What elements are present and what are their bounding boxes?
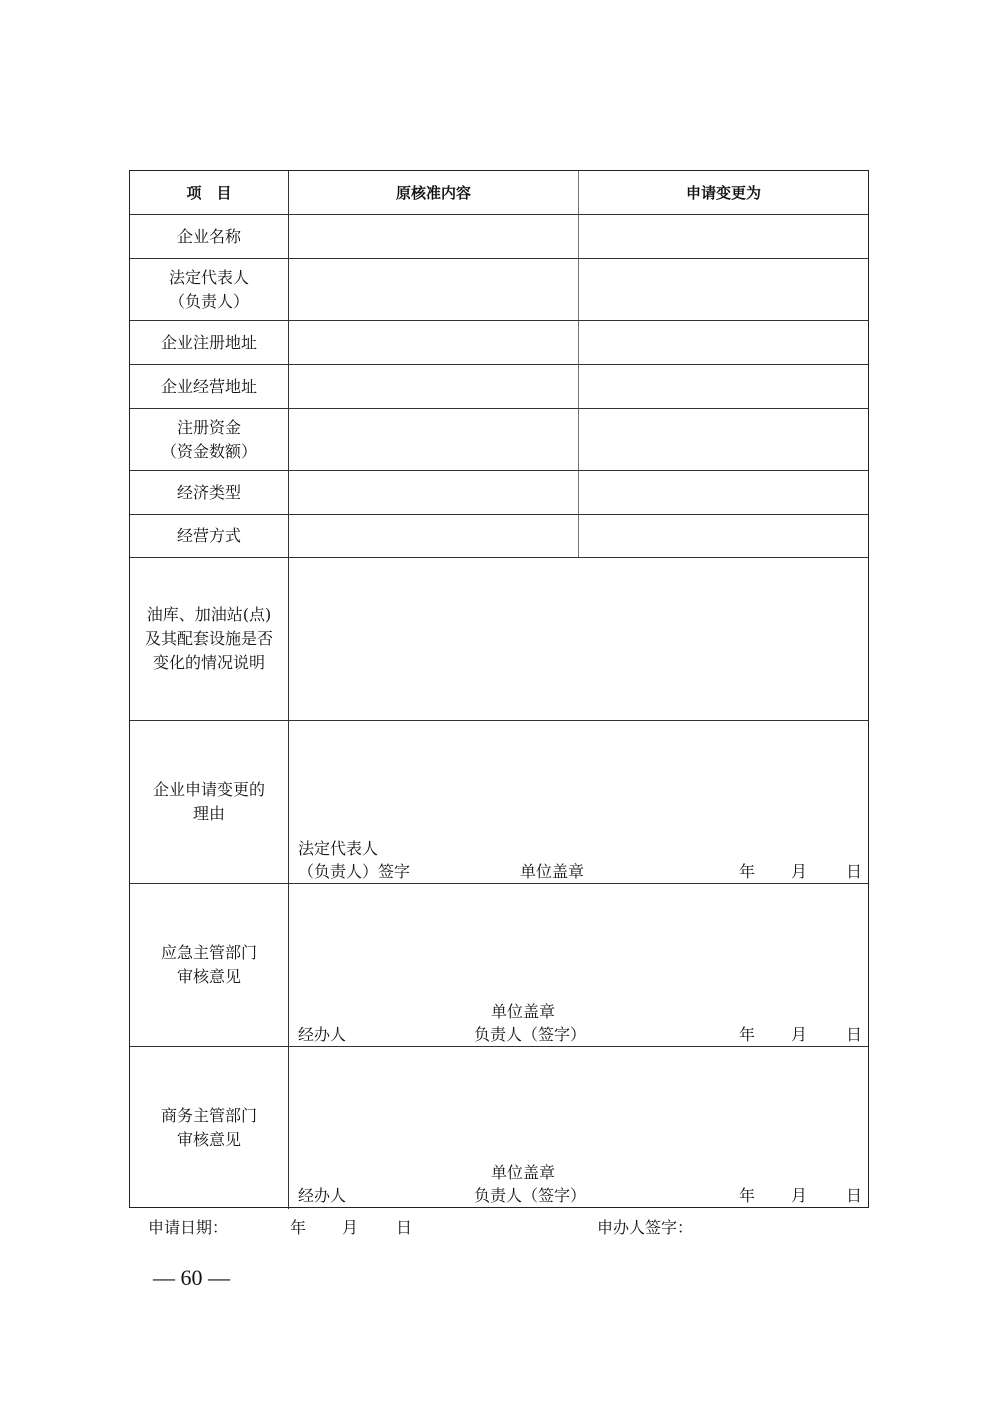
table-row-op-address <box>130 365 868 409</box>
field-new-company-name[interactable] <box>579 215 868 258</box>
apply-date-year: 年 <box>290 1218 307 1237</box>
header-item: 项 目 <box>130 171 289 214</box>
label-econ-type: 经济类型 <box>130 471 289 514</box>
field-original-econ-type[interactable] <box>289 471 579 514</box>
field-new-op-address[interactable] <box>579 365 868 408</box>
table-row-emergency-review <box>130 884 868 1047</box>
table-row-facility <box>130 558 868 721</box>
table-header-row <box>130 171 868 215</box>
field-new-capital[interactable] <box>579 409 868 470</box>
field-original-legal-rep[interactable] <box>289 259 579 320</box>
table-row-legal-rep <box>130 259 868 321</box>
label-capital: 注册资金 （资金数额） <box>130 409 289 470</box>
table-row-reason <box>130 721 868 884</box>
handler-label: 经办人 <box>298 1186 347 1205</box>
chief-sign-label: 负责人（签字） <box>474 1186 587 1205</box>
seal-label: 单位盖章 <box>491 1002 556 1021</box>
apply-date-month: 月 <box>342 1218 359 1237</box>
label-commerce-review: 商务主管部门 审核意见 <box>130 1047 289 1209</box>
label-reg-address: 企业注册地址 <box>130 321 289 364</box>
field-new-econ-type[interactable] <box>579 471 868 514</box>
label-emergency-review: 应急主管部门 审核意见 <box>130 884 289 1046</box>
sign-legal-rep-line1: 法定代表人 <box>298 839 379 858</box>
table-row-capital <box>130 409 868 471</box>
date-year-label: 年 <box>739 1186 756 1205</box>
field-original-op-address[interactable] <box>289 365 579 408</box>
label-company-name: 企业名称 <box>130 215 289 258</box>
field-facility-description[interactable] <box>289 558 868 720</box>
field-original-op-mode[interactable] <box>289 515 579 557</box>
field-new-op-mode[interactable] <box>579 515 868 557</box>
table-row-commerce-review <box>130 1047 868 1209</box>
field-commerce-review[interactable] <box>289 1047 868 1209</box>
date-year-label: 年 <box>739 1025 756 1044</box>
apply-date-day: 日 <box>396 1218 413 1237</box>
date-day-label: 日 <box>846 1025 863 1044</box>
apply-date-label: 申请日期： <box>148 1218 229 1237</box>
label-legal-rep: 法定代表人 （负责人） <box>130 259 289 320</box>
date-day-label: 日 <box>846 1186 863 1205</box>
change-application-form <box>129 170 869 1208</box>
applicant-sign-label: 申办人签字： <box>597 1218 694 1237</box>
table-row-op-mode <box>130 515 868 558</box>
sign-legal-rep-line2: （负责人）签字 <box>298 862 411 881</box>
field-original-reg-address[interactable] <box>289 321 579 364</box>
seal-label: 单位盖章 <box>520 862 585 881</box>
date-year-label: 年 <box>739 862 756 881</box>
table-row-company-name <box>130 215 868 259</box>
header-original-content: 原核准内容 <box>289 171 579 214</box>
field-emergency-review[interactable] <box>289 884 868 1046</box>
field-original-capital[interactable] <box>289 409 579 470</box>
field-new-reg-address[interactable] <box>579 321 868 364</box>
label-op-mode: 经营方式 <box>130 515 289 557</box>
label-op-address: 企业经营地址 <box>130 365 289 408</box>
chief-sign-label: 负责人（签字） <box>474 1025 587 1044</box>
page-number: — 60 — <box>153 1265 230 1290</box>
handler-label: 经办人 <box>298 1025 347 1044</box>
date-month-label: 月 <box>791 1186 808 1205</box>
field-reason[interactable] <box>289 721 868 883</box>
header-change-to: 申请变更为 <box>685 184 761 202</box>
date-month-label: 月 <box>791 1025 808 1044</box>
label-reason: 企业申请变更的 理由 <box>130 721 289 883</box>
field-original-company-name[interactable] <box>289 215 579 258</box>
field-new-legal-rep[interactable] <box>579 259 868 320</box>
table-row-econ-type <box>130 471 868 515</box>
date-day-label: 日 <box>846 862 863 881</box>
label-facility: 油库、加油站(点) 及其配套设施是否 变化的情况说明 <box>130 558 289 720</box>
date-month-label: 月 <box>791 862 808 881</box>
table-row-reg-address <box>130 321 868 365</box>
seal-label: 单位盖章 <box>491 1163 556 1182</box>
